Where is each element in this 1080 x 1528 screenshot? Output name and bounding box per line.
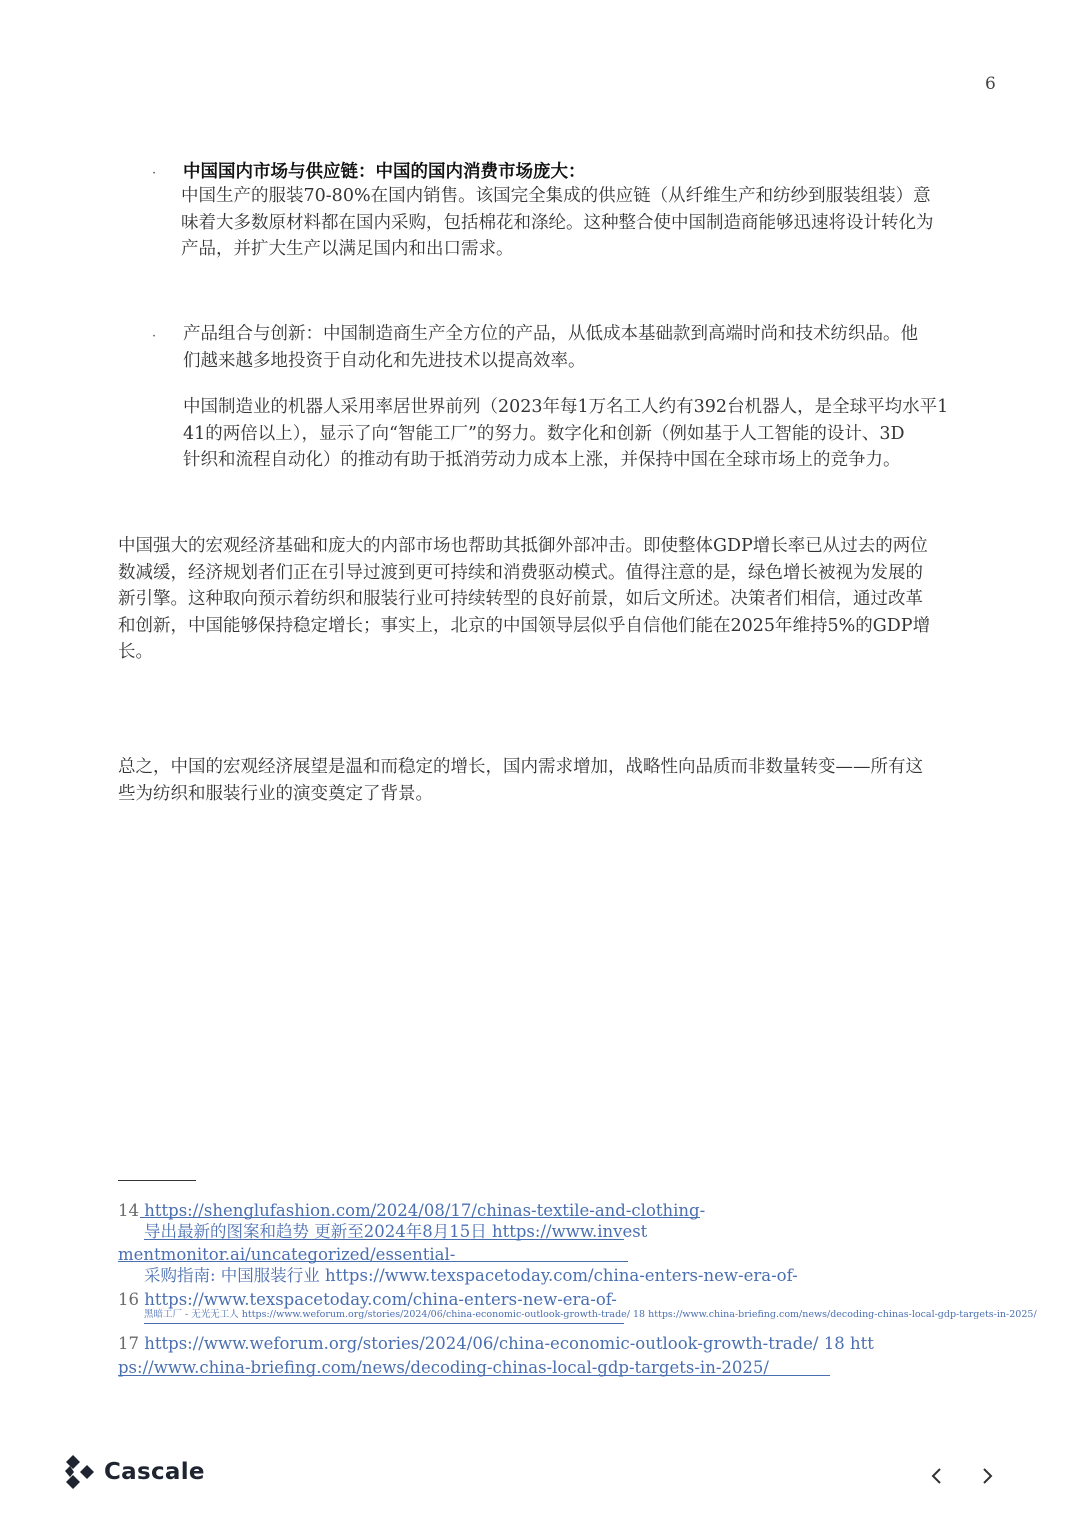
footnote-link[interactable]: https://www.weforum.org/stories/2024/06/china-economic-outlook-growth-trade/ 18 htt [144,1334,874,1353]
footnote-link[interactable]: https://www.texspacetoday.com/china-enters-new-era-of- [144,1290,617,1309]
footnote-number: 16 [118,1290,139,1309]
footnote-link[interactable]: 导出最新的图案和趋势 更新至2024年8月15日 https://www.invest [144,1222,648,1241]
page-number: 6 [985,74,996,94]
cascale-logo-icon [64,1455,96,1489]
brand-name: Cascale [104,1459,205,1485]
footnote-underline [118,1375,830,1376]
footnote-underline [144,1323,624,1324]
footnote-divider [118,1180,196,1181]
footnote-16[interactable] [118,1290,617,1310]
text-line: 中国制造业的机器人采用率居世界前列（2023年每1万名工人约有392台机器人，是全球平均水平1 [183,397,949,417]
footnote-underline [144,1239,624,1240]
text-line: 中国生产的服装70-80%在国内销售。该国完全集成的供应链（从纤维生产和纺纱到服装组装）意 [181,186,931,206]
next-page-button[interactable] [975,1463,999,1489]
text-line: 41的两倍以上），显示了向“智能工厂”的努力。数字化和创新（例如基于人工智能的设计、3D [183,423,905,444]
footnote-link[interactable]: 采购指南: 中国服装行业 https://www.texspacetoday.com/china-enters-new-era-of- [144,1266,798,1285]
text-line: 产品，并扩大生产以满足国内和出口需求。 [181,239,514,259]
footnote-link[interactable]: 黑暗工厂 - 无光无工人 https://www.weforum.org/stories/2024/06/china-economic-outlook-growth-trade/ 18 https://www.china-briefing.com/news/decoding-chinas-local-gdp-targets-in-2025/ [144,1309,1037,1320]
bullet-supply-chain [183,159,586,186]
footnote-underline [118,1261,628,1262]
text-line: 中国强大的宏观经济基础和庞大的内部市场也帮助其抵御外部冲击。即使整体GDP增长率已从过去的两位 [118,536,928,556]
prev-page-button[interactable] [925,1463,949,1489]
text-line: 总之，中国的宏观经济展望是温和而稳定的增长，国内需求增加，战略性向品质而非数量转变——所有这 [118,757,923,777]
footnote-number: 17 [118,1334,139,1353]
text-line: 数减缓，经济规划者们正在引导过渡到更可持续和消费驱动模式。值得注意的是，绿色增长被视为发展的 [118,562,923,583]
bullet-marker: · [152,329,157,344]
footnote-16-small[interactable] [144,1309,1037,1321]
footnote-17[interactable] [118,1334,874,1354]
bullet-product-portfolio [183,321,918,374]
text-line: 新引擎。这种取向预示着纺织和服装行业可持续转型的良好前景，如后文所述。决策者们相信，通过改革 [118,589,923,609]
text-line: 和创新，中国能够保持稳定增长；事实上，北京的中国领导层似乎自信他们能在2025年维持5%的GDP增 [118,615,931,636]
text-line: 针织和流程自动化）的推动有助于抵消劳动力成本上涨，并保持中国在全球市场上的竞争力。 [183,450,901,470]
text-line: 们越来越多地投资于自动化和先进技术以提高效率。 [183,350,586,371]
footnote-underline [140,1217,700,1218]
paragraph-conclusion [118,754,923,807]
brand-logo [64,1455,205,1489]
text-line: 产品组合与创新：中国制造商生产全方位的产品，从低成本基础款到高端时尚和技术纺织品。他 [183,324,918,344]
footnote-14-line4[interactable] [144,1266,798,1286]
bullet-heading: 中国国内市场与供应链：中国的国内消费市场庞大： [183,162,586,182]
bullet-supply-chain-body [181,183,934,263]
bullet-marker: · [152,166,157,181]
chevron-left-icon [930,1467,944,1485]
chevron-right-icon [980,1467,994,1485]
text-line: 些为纺织和服装行业的演变奠定了背景。 [118,783,433,804]
footnote-14[interactable] [118,1201,705,1221]
footnote-link[interactable]: https://shenglufashion.com/2024/08/17/chinas-textile-and-clothing- [144,1201,706,1220]
footnote-number: 14 [118,1201,139,1220]
footnote-14-line3[interactable] [118,1245,455,1265]
footnote-link[interactable]: mentmonitor.ai/uncategorized/essential- [118,1245,456,1264]
text-line: 味着大多数原材料都在国内采购，包括棉花和涤纶。这种整合使中国制造商能够迅速将设计转化为 [181,212,934,233]
paragraph-macro-economy [118,533,930,666]
bullet-product-portfolio-detail [183,394,948,474]
footnote-link[interactable]: ps://www.china-briefing.com/news/decoding-chinas-local-gdp-targets-in-2025/ [118,1358,769,1377]
text-line: 长。 [118,642,153,662]
